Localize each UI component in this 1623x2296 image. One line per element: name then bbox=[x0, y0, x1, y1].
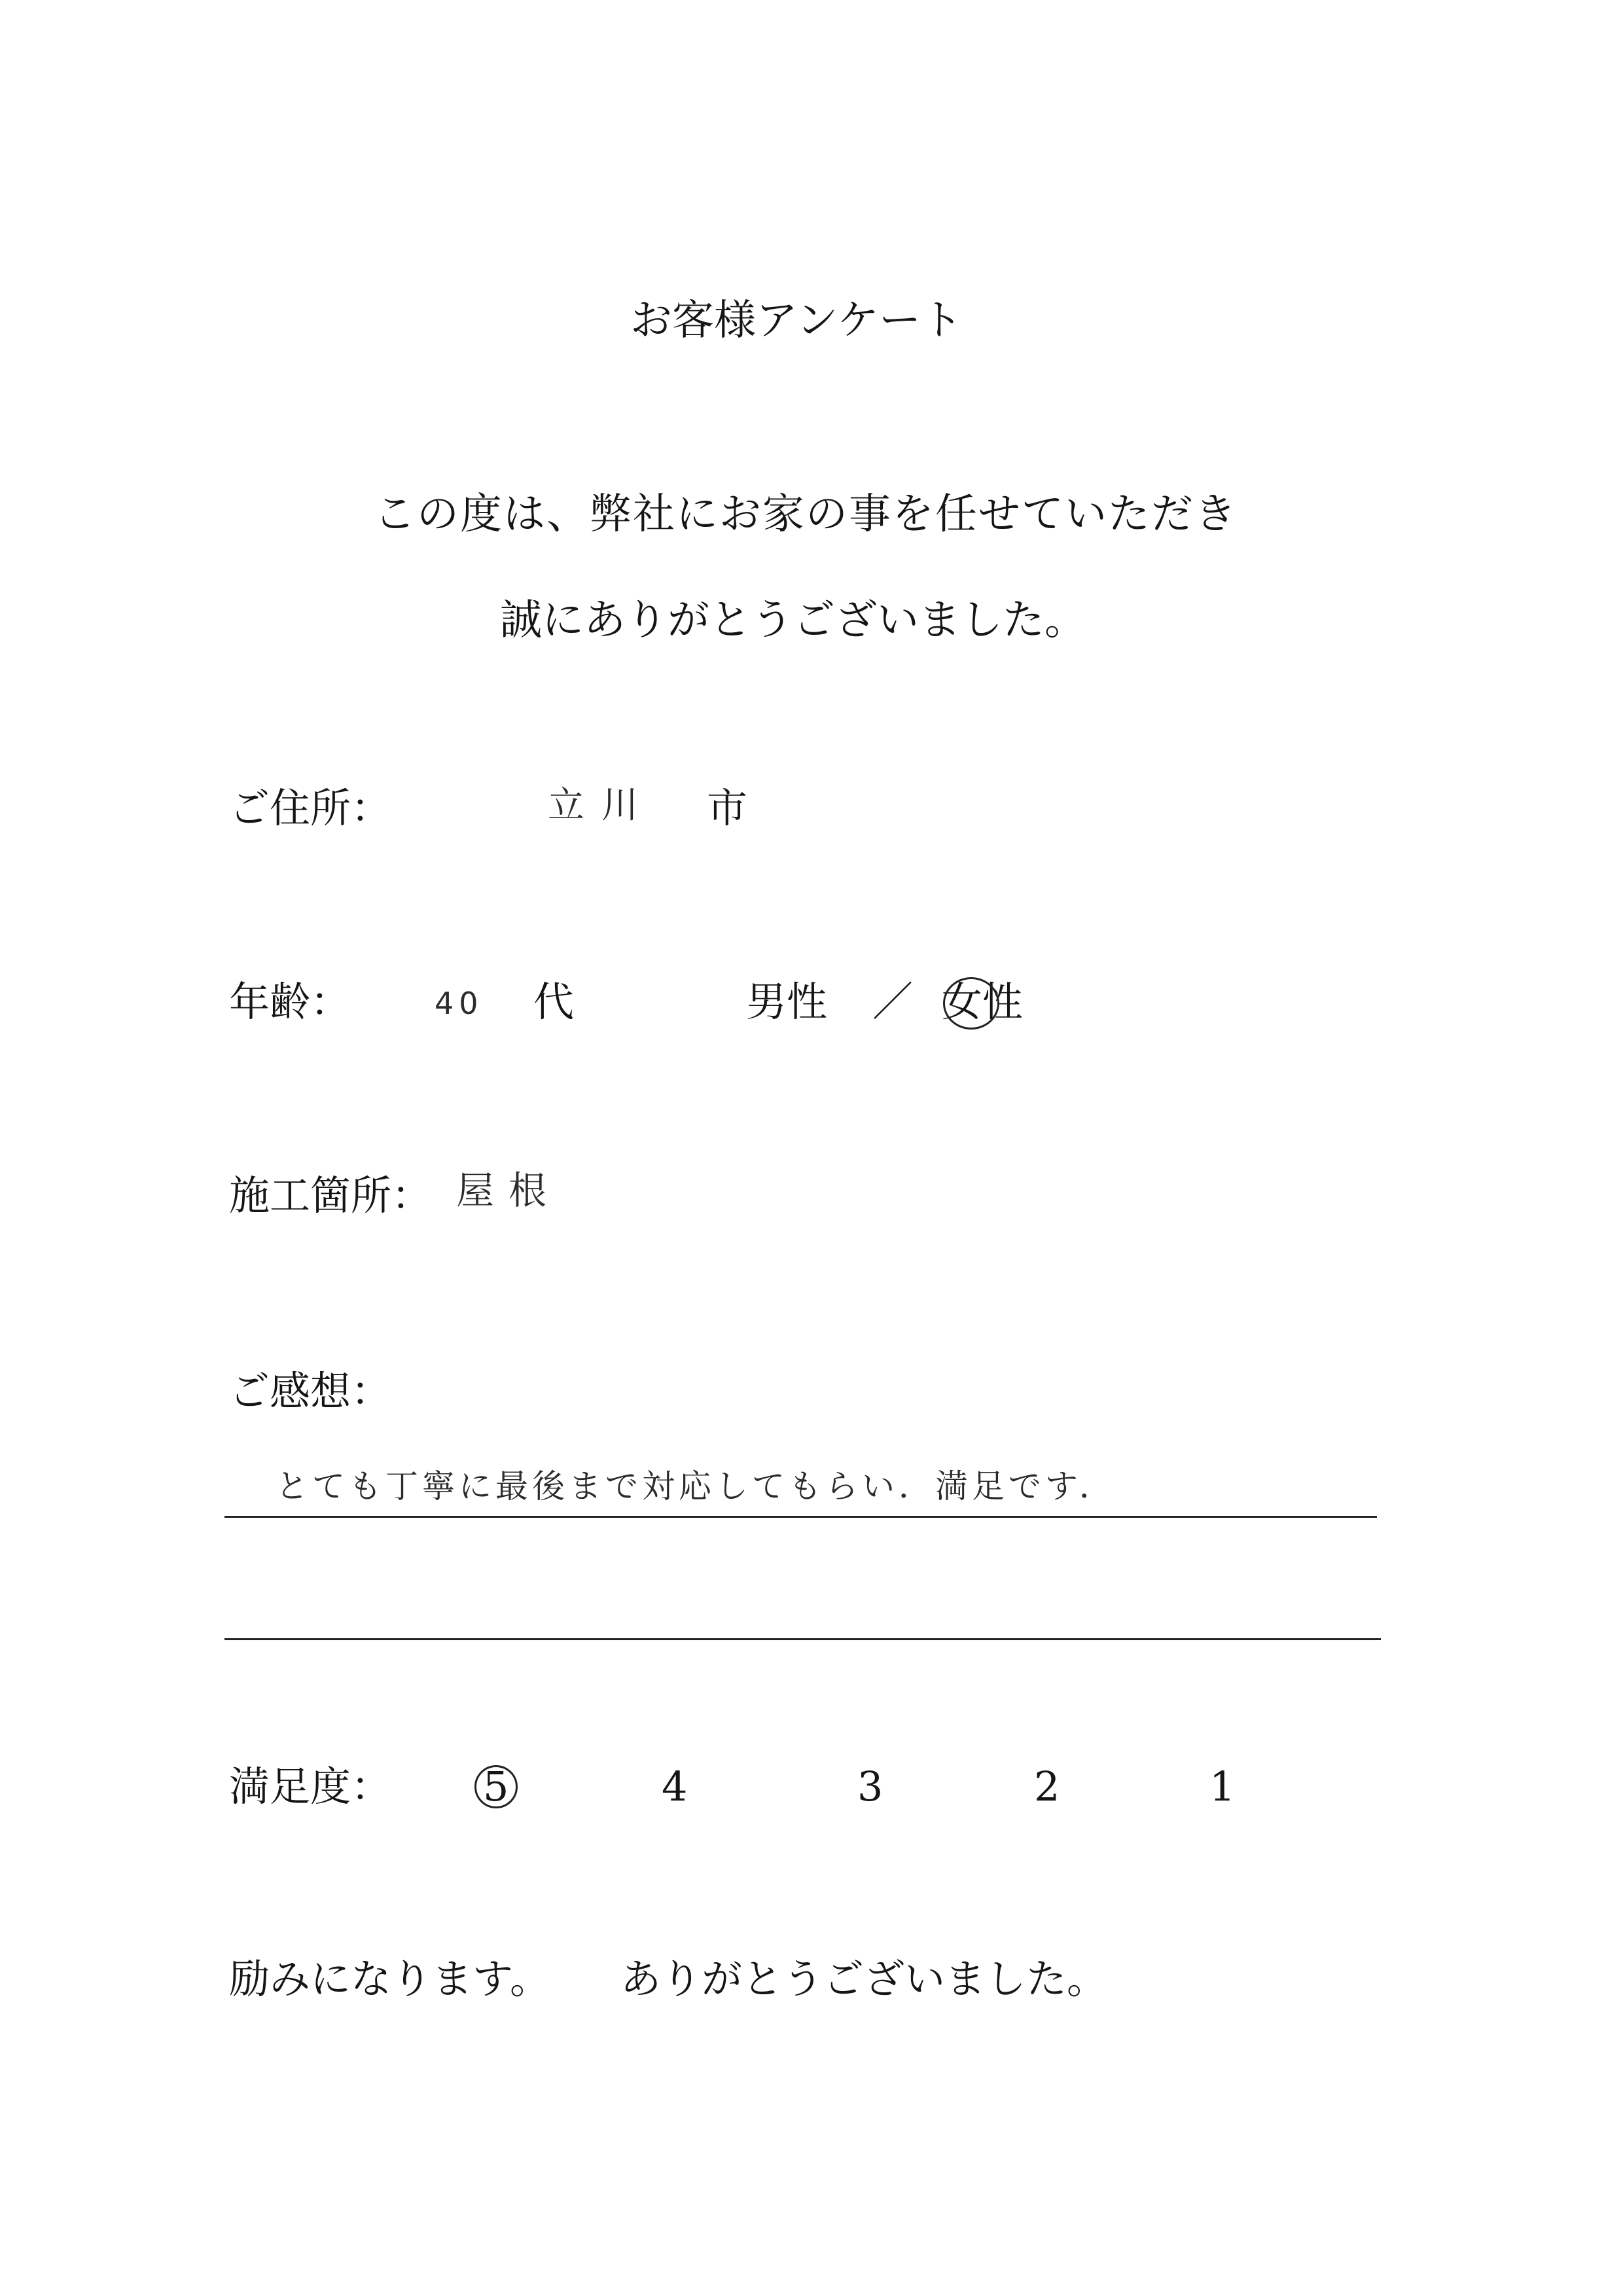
satisfaction-option bbox=[483, 1763, 509, 1810]
closing-message-1: 励みになります。 bbox=[229, 1955, 551, 2003]
address-label: ご住所： bbox=[229, 784, 392, 832]
impression-label: ご感想： bbox=[229, 1367, 392, 1415]
age-suffix: 代 bbox=[533, 978, 575, 1026]
satisfaction-option-value: 4 bbox=[662, 1763, 688, 1810]
satisfaction-option-value: 3 bbox=[857, 1763, 883, 1810]
gender-option-label: 女性 bbox=[942, 978, 1024, 1026]
gender-separator: ／ bbox=[872, 978, 914, 1026]
age-label: 年齢： bbox=[229, 978, 351, 1026]
greeting-line-2: 誠にありがとうございました。 bbox=[500, 596, 1086, 645]
gender-option-label: 男性 bbox=[746, 978, 828, 1026]
work-location-label: 施工箇所： bbox=[229, 1172, 433, 1219]
survey-title: お客様アンケート bbox=[630, 296, 963, 345]
satisfaction-option-value: 1 bbox=[1209, 1763, 1236, 1810]
gender-option-male bbox=[746, 978, 828, 1026]
gender-option-female bbox=[942, 978, 1024, 1026]
address-suffix: 市 bbox=[707, 784, 748, 832]
answer-rule-line bbox=[224, 1638, 1381, 1640]
satisfaction-option bbox=[662, 1763, 688, 1810]
handwritten-work-location: 屋根 bbox=[456, 1168, 562, 1213]
satisfaction-option-value: 2 bbox=[1034, 1763, 1060, 1810]
satisfaction-option bbox=[1209, 1763, 1236, 1810]
closing-message-2: ありがとうございました。 bbox=[620, 1955, 1108, 2003]
handwritten-impression-text: とても丁寧に最後まで対応してもらい．満足です． bbox=[276, 1467, 1116, 1505]
greeting-line-1: この度は、弊社にお家の事を任せていただき bbox=[374, 490, 1238, 539]
handwritten-age-value: 40 bbox=[435, 986, 484, 1021]
satisfaction-label: 満足度： bbox=[229, 1763, 392, 1810]
satisfaction-option bbox=[857, 1763, 883, 1810]
answer-rule-line bbox=[224, 1516, 1377, 1518]
satisfaction-option-value: 5 bbox=[483, 1763, 509, 1810]
satisfaction-option bbox=[1034, 1763, 1060, 1810]
handwritten-address-city: 立川 bbox=[548, 784, 655, 827]
